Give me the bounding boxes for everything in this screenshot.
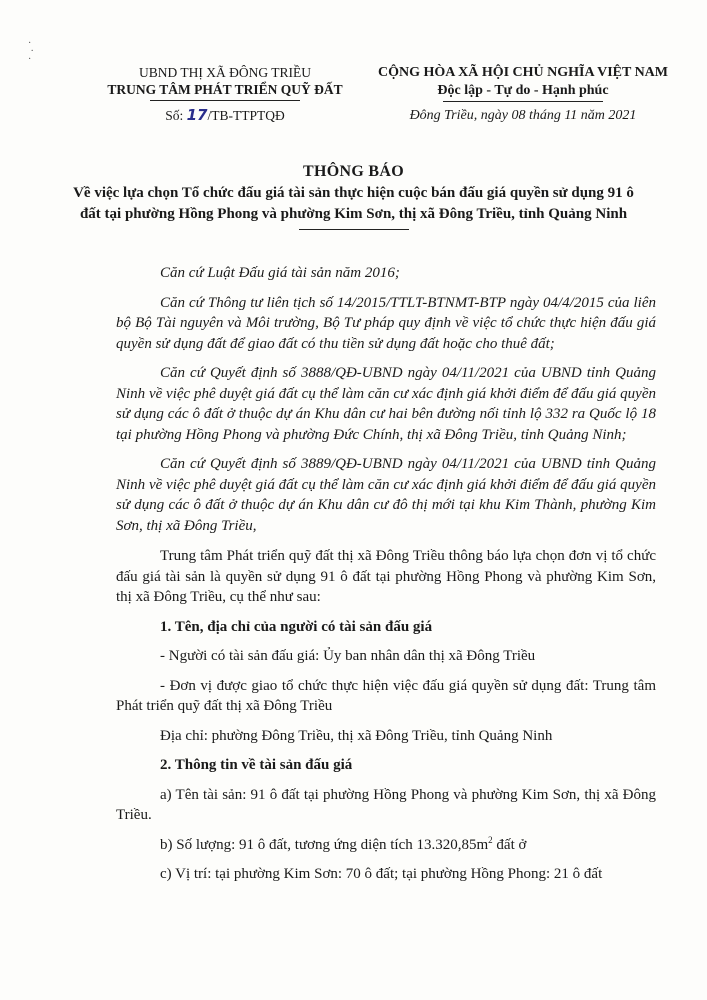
agency-name: TRUNG TÂM PHÁT TRIỂN QUỸ ĐẤT bbox=[107, 82, 343, 97]
handwritten-number: 17 bbox=[186, 106, 208, 124]
section-2-heading: 2. Thông tin về tài sản đấu giá bbox=[160, 757, 353, 773]
legal-basis-2: Căn cứ Thông tư liên tịch số 14/2015/TTLT-BTNMT-BTP ngày 04/4/2015 của liên bộ Bộ Tài nguyên và Môi trường, Bộ Tư pháp quy định về việc tổ chức thực hiện đấu giá quyền sử dụng đất để giao đất có thu tiền sử dụng đất hoặc cho thuê đất; bbox=[116, 294, 656, 352]
issuing-agency-block bbox=[100, 64, 350, 124]
asset-location: c) Vị trí: tại phường Kim Sơn: 70 ô đất; tại phường Hồng Phong: 21 ô đất bbox=[160, 866, 603, 882]
notice-title-block bbox=[70, 162, 637, 230]
legal-basis-4: Căn cứ Quyết định số 3889/QĐ-UBND ngày 04/11/2021 của UBND tỉnh Quảng Ninh về việc phê duyệt giá đất cụ thể làm căn cư xác định giá khởi điểm để đấu giá quyền sử dụng các ô đất ở thuộc dự án Khu dân cư đô thị mới tại khu Kim Thành, phường Kim Sơn, thị xã Đông Triều, bbox=[116, 456, 656, 534]
document-body bbox=[116, 263, 656, 885]
national-motto: Độc lập - Tự do - Hạnh phúc bbox=[437, 83, 609, 98]
title-underline bbox=[299, 229, 409, 230]
motto-underline bbox=[443, 101, 603, 102]
document-number: Số: 17/TB-TTPTQĐ bbox=[165, 106, 285, 124]
national-header-block bbox=[358, 64, 688, 125]
legal-basis-3: Căn cứ Quyết định số 3888/QĐ-UBND ngày 04/11/2021 của UBND tỉnh Quảng Ninh về việc phê duyệt giá đất cụ thể làm căn cư xác định giá khởi điểm để đấu giá quyền sử dụng các ô đất ở thuộc dự án Khu dân cư hai bên đường nối tỉnh lộ 332 ra Quốc lộ 18 tại phường Hồng Phong và phường Đức Chính, thị xã Đông Triều, tỉnh Quảng Ninh; bbox=[116, 365, 656, 443]
agency-parent: UBND THỊ XÃ ĐÔNG TRIỀU bbox=[139, 65, 311, 80]
notice-heading: THÔNG BÁO bbox=[303, 163, 404, 180]
executor-address: Địa chỉ: phường Đông Triều, thị xã Đông Triều, tỉnh Quảng Ninh bbox=[160, 727, 553, 744]
asset-owner: - Người có tài sản đấu giá: Ủy ban nhân dân thị xã Đông Triều bbox=[160, 648, 536, 664]
section-1-heading: 1. Tên, địa chỉ của người có tài sản đấu giá bbox=[160, 618, 433, 635]
asset-quantity: b) Số lượng: 91 ô đất, tương ứng diện tích $13.320,85m^2$ đất ở bbox=[160, 834, 527, 853]
notice-subject: Về việc lựa chọn Tổ chức đấu giá tài sản thực hiện cuộc bán đấu giá quyền sử dụng 91 ô đất tại phường Hồng Phong và phường Kim Sơn, thị xã Đông Triều, tỉnh Quảng Ninh bbox=[73, 185, 634, 222]
place-date: Đông Triều, ngày 08 tháng 11 năm 2021 bbox=[409, 108, 637, 123]
agency-underline bbox=[150, 100, 300, 101]
asset-name: a) Tên tài sản: 91 ô đất tại phường Hồng Phong và phường Kim Sơn, thị xã Đông Triều. bbox=[116, 786, 656, 823]
intro-paragraph: Trung tâm Phát triển quỹ đất thị xã Đông Triều thông báo lựa chọn đơn vị tổ chức đấu giá tài sản là quyền sử dụng 91 ô đất tại phường Hồng Phong và phường Kim Sơn, thị xã Đông Triều, cụ thể như sau: bbox=[116, 548, 656, 605]
legal-basis-1: Căn cứ Luật Đấu giá tài sản năm 2016; bbox=[160, 265, 400, 281]
nation-name: CỘNG HÒA XÃ HỘI CHỦ NGHĨA VIỆT NAM bbox=[377, 65, 668, 80]
executing-unit: - Đơn vị được giao tổ chức thực hiện việc đấu giá quyền sử dụng đất: Trung tâm Phát triển quỹ đất thị xã Đông Triều bbox=[116, 677, 656, 714]
scan-speck-mark: · · · bbox=[28, 38, 34, 65]
